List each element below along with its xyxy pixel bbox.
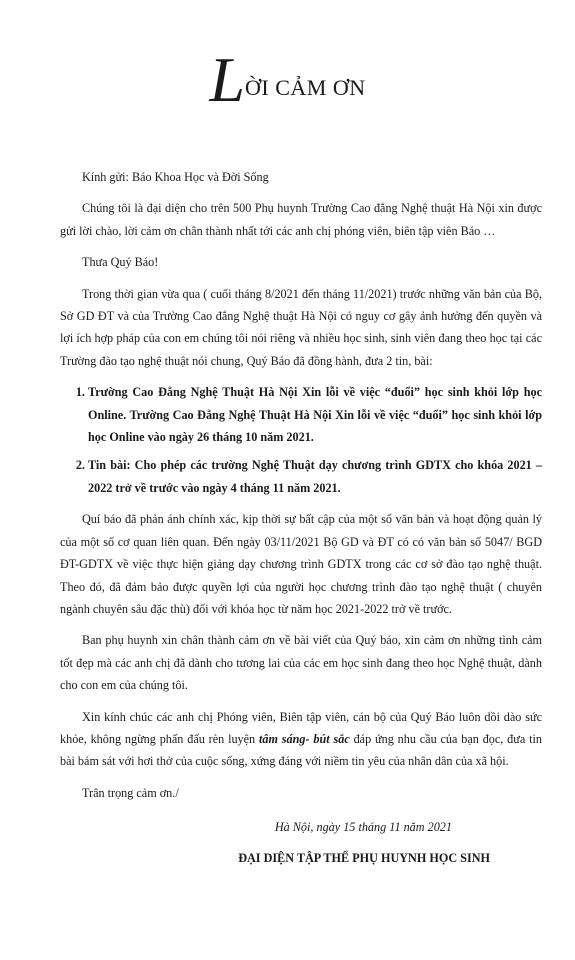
wishes-text-after: đáp ứng nhu cầu của bạn đọc, đưa tin bài bám sát với hơi thở của cuộc sống, xứng đáng với niềm tin yêu của nhân dân của xã hội. [60,731,542,769]
wishes-text-before: Xin kính chúc các anh chị Phóng viên, Biên tập viên, cán bộ của Quý Báo luôn dồi dào sức khỏe, không ngừng phấn đấu rèn luyện [60,709,542,746]
letter-title [0,44,575,115]
paragraph-thanks: Ban phụ huynh xin chân thành cảm ơn về bài viết của Quý báo, xin cảm ơn những tình cảm tốt đẹp mà các anh chị đã dành cho tương lai của các em học sinh đang theo học Nghệ thuật, dành cho con em của chúng tôi. [60,633,542,693]
paragraph-context: Trong thời gian vừa qua ( cuối tháng 8/2021 đến tháng 11/2021) trước những văn bản của Bộ, Sở GD ĐT và của Trường Cao đẳng Nghệ thuật Hà Nội có nguy cơ gây ảnh hưởng đến quyền và lợi ích hợp pháp của con em chúng tôi nói riêng và nhiều học sinh, sinh viên đang theo học tại các Trường đào tạo nghệ thuật nói chung, Quý Báo đã đồng hành, đưa 2 tin, bài: [60,286,542,368]
paragraph-intro: Chúng tôi là đại diện cho trên 500 Phụ huynh Trường Cao đẳng Nghệ thuật Hà Nội xin được gửi lời chào, lời cảm ơn chân thành nhất tới các anh chị phóng viên, biên tập viên Báo … [60,201,542,238]
article-list [60,381,542,499]
paragraph-outcome: Quí báo đã phản ánh chính xác, kịp thời sự bất cập của một số văn bản và hoạt động quản lý của một số cơ quan liên quan. Đến ngày 03/11/2021 Bộ GD và ĐT có có văn bản số 5047/ BGD ĐT-GDTX về việc thực hiện giảng dạy chương trình GDTX trong các cơ sở đào tạo nghệ thuật. Theo đó, đã đảm bảo được quyền lợi của người học chương trình đào tạo nghệ thuật ( chuyên ngành chuyên sâu đặc thù) đối với khóa học từ năm học 2021-2022 trở về trước. [60,512,542,616]
list-item: 2. Tin bài: Cho phép các trường Nghệ Thuật dạy chương trình GDTX cho khóa 2021 – 2022 trở về trước vào ngày 4 tháng 11 năm 2021. [88,454,542,499]
title-drop-letter: L [209,44,245,115]
closing: Trân trọng cảm ơn./ [82,785,179,800]
list-item: 1. Trường Cao Đẳng Nghệ Thuật Hà Nội Xin lỗi về việc “đuổi” học sinh khỏi lớp học Online. Trường Cao Đẳng Nghệ Thuật Hà Nội Xin lỗi về việc “đuổi” học sinh khỏi lớp học Online vào ngày 26 tháng 10 năm 2021. [88,381,542,448]
letter-body [60,166,542,869]
letter-date: Hà Nội, ngày 15 tháng 11 năm 2021 [274,820,452,835]
salutation: Thưa Quý Báo! [82,255,159,270]
paragraph-wishes [60,706,542,773]
title-rest: ỜI CẢM ƠN [244,75,366,100]
wishes-emphasis: tâm sáng- bút sắc [258,731,350,746]
signer: ĐẠI DIỆN TẬP THỂ PHỤ HUYNH HỌC SINH [238,850,490,865]
greeting: Kính gửi: Báo Khoa Học và Đời Sống [82,170,269,184]
